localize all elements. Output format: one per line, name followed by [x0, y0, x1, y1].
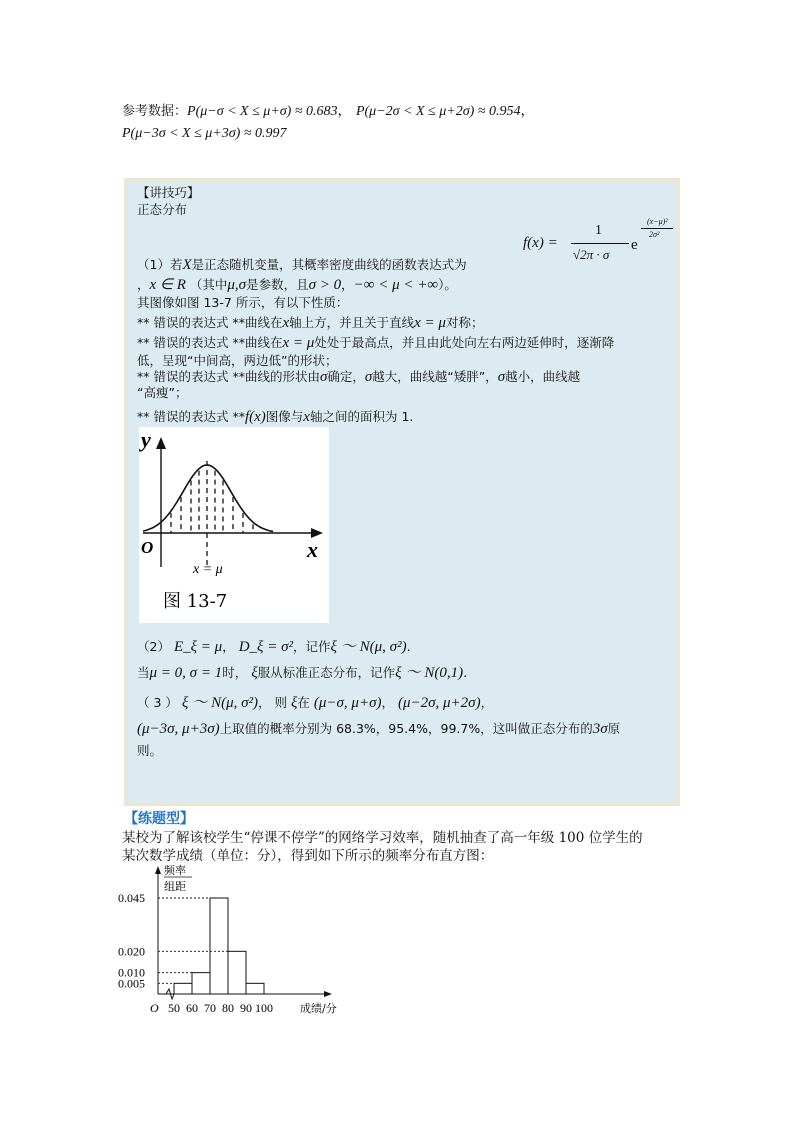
text: 上取值的概率分别为 68.3%，95.4%，99.7%，这叫做正态分布的: [219, 721, 593, 736]
xi: ξ: [251, 665, 258, 681]
x-tick-label: 50: [168, 1001, 180, 1015]
interval-two-sigma: (μ−2σ, μ+2σ): [397, 695, 481, 711]
probability-three-sigma: P(μ−3σ < X ≤ μ+3σ) ≈ 0.997: [122, 126, 287, 141]
density-formula: [523, 217, 683, 273]
var-x: X: [182, 257, 192, 273]
separator: ，: [337, 103, 352, 119]
formula-exponent-bar: [641, 228, 673, 229]
text: .: [463, 665, 468, 680]
y-tick-label: 0.005: [118, 976, 145, 991]
tips-heading: 【讲技巧】: [137, 185, 200, 200]
formula-e: e: [631, 237, 638, 253]
figure-caption: 图 13-7: [163, 591, 228, 612]
x-tick-label: 80: [222, 1001, 234, 1015]
separator: ，: [520, 103, 535, 119]
probability-one-sigma: P(μ−σ < X ≤ μ+σ) ≈ 0.683: [187, 104, 338, 119]
property-1: [137, 313, 483, 332]
formula-lhs: f(x) =: [523, 235, 558, 251]
reference-line-1: [122, 100, 534, 120]
condition: μ = 0, σ = 1: [149, 665, 223, 681]
three-sigma: 3σ: [592, 721, 608, 737]
text: ** 错误的表达式 **曲线在: [137, 335, 283, 350]
interval-three-sigma: (μ−3σ, μ+3σ): [137, 721, 220, 737]
text: ** 错误的表达式 **曲线在: [137, 315, 283, 330]
histogram-bar: [174, 983, 192, 994]
text: ，: [222, 639, 235, 654]
cond-sigma: σ > 0: [308, 277, 342, 293]
histogram-bar: [192, 973, 210, 994]
histogram-guides: [158, 898, 228, 983]
xi: ξ: [181, 695, 189, 711]
y-tick-label: 0.020: [118, 944, 145, 959]
text: 当: [137, 665, 150, 680]
reference-label: 参考数据：: [122, 104, 188, 119]
text: ，: [341, 277, 354, 292]
text: 图像与: [265, 409, 304, 424]
text: ** 错误的表达式 **曲线的形状由: [137, 369, 320, 384]
sigma: σ: [497, 369, 506, 385]
text: （2）: [137, 639, 170, 654]
text: （ 3 ）: [137, 695, 178, 710]
text: ， 则: [257, 695, 287, 710]
text: 时，: [222, 665, 248, 680]
bell-curve: [143, 465, 273, 531]
text: 轴上方，并且关于直线: [289, 315, 415, 330]
mean-line-label: x = μ: [193, 562, 223, 577]
text: ，: [480, 695, 494, 710]
histogram-y-arrow: [155, 866, 161, 874]
histogram-origin: O: [150, 1001, 159, 1015]
xi: ξ: [395, 665, 402, 681]
eq: x = μ: [282, 335, 315, 351]
frequency-histogram: [116, 862, 376, 1022]
histogram-xlabel: 成绩/分: [300, 1002, 337, 1015]
y-tick-label: 0.045: [118, 891, 145, 905]
fx: f(x): [244, 409, 266, 425]
property-three-sigma-c: 则。: [137, 743, 163, 758]
property-3b: “高瘦”；: [137, 385, 188, 400]
text: 确定，: [327, 369, 365, 384]
property-standard-normal: [137, 661, 467, 682]
tips-subheading: 正态分布: [137, 202, 188, 217]
y-tick-label: 0.010: [118, 965, 145, 980]
property-2: [137, 333, 614, 352]
x-tick-label: 60: [186, 1001, 198, 1015]
property-intro: [137, 255, 467, 274]
text: ，: [137, 277, 150, 292]
x-label: x: [307, 537, 318, 562]
x-tick-label: 100: [255, 1001, 273, 1015]
standard-normal-notation: ～ N(0,1): [405, 665, 464, 681]
interval-one-sigma: (μ−σ, μ+σ): [313, 695, 382, 711]
text: ，记作: [292, 639, 331, 654]
histogram-ylabel-top: 频率: [164, 864, 186, 877]
reference-line-2: [122, 125, 287, 142]
formula-fraction-bar: [571, 243, 629, 244]
dashed-lines: [161, 461, 253, 567]
text: .: [406, 639, 411, 654]
text: ** 错误的表达式 **: [137, 409, 245, 424]
text: ）。: [438, 277, 457, 292]
text: 是正态随机变量，其概率密度曲线的函数表达式为: [191, 257, 467, 272]
text: 对称；: [445, 315, 484, 330]
x-tick-label: 90: [240, 1001, 252, 1015]
formula-exponent-numerator: (x−μ)²: [647, 217, 668, 226]
property-three-sigma-b: [137, 719, 620, 738]
text: 处处于最高点，并且由此处向左右两边延伸时，逐渐降: [314, 335, 615, 350]
text: 轴之间的面积为 1.: [309, 409, 414, 424]
text: 服从标准正态分布，记作: [257, 665, 396, 680]
practice-heading: 【练题型】: [124, 811, 194, 827]
property-3: [137, 367, 580, 386]
normal-curve-figure: [139, 427, 329, 623]
histogram-x-arrow: [324, 991, 332, 997]
text: 越大，曲线越“矮胖”，: [372, 369, 498, 384]
histogram-bars: [174, 898, 264, 994]
cond-mu: −∞ < μ < +∞: [353, 277, 439, 293]
histogram-bar: [228, 951, 246, 994]
histogram-bar: [246, 983, 264, 994]
property-intro-2: [137, 275, 457, 294]
histogram-y-ticks: [118, 891, 145, 990]
var: x: [303, 409, 310, 425]
sigma: σ: [319, 369, 328, 385]
var: x: [282, 315, 290, 331]
normal-notation: ～ N(μ, σ²): [192, 695, 258, 711]
text: 越小，曲线越: [505, 369, 581, 384]
sigma: σ: [364, 369, 373, 385]
practice-line-2: 某次数学成绩（单位：分），得到如下所示的频率分布直方图：: [122, 848, 494, 864]
expectation: E_ξ = μ: [173, 639, 223, 655]
x-tick-label: 70: [204, 1001, 216, 1015]
property-three-sigma: [137, 691, 493, 712]
origin-label: O: [141, 538, 154, 557]
text: （1）若: [137, 257, 183, 272]
property-intro-3: 其图像如图 13-7 所示，有以下性质：: [137, 295, 349, 310]
histogram-x-ticks: [168, 1001, 273, 1015]
histogram-ylabel-bottom: 组距: [164, 880, 186, 893]
probability-two-sigma: P(μ−2σ < X ≤ μ+2σ) ≈ 0.954: [355, 104, 521, 119]
normal-notation: ～ N(μ, σ²): [340, 639, 407, 655]
eq: x = μ: [414, 315, 446, 331]
xi: ξ: [290, 695, 298, 711]
formula-exponent-denominator: 2σ²: [649, 230, 660, 239]
text: ，: [381, 695, 394, 710]
text: （其中: [189, 277, 228, 292]
property-2b: 低，呈现“中间高，两边低”的形状；: [137, 353, 338, 368]
histogram-bar: [210, 898, 228, 994]
text: 原: [607, 721, 621, 736]
property-4: [137, 407, 413, 426]
xi: ξ: [330, 639, 337, 655]
property-expectation: [137, 635, 411, 656]
y-axis-arrow: [156, 437, 166, 449]
practice-line-1: 某校为了解该校学生“停课不停学”的网络学习效率，随机抽查了高一年级 100 位学生的: [122, 830, 643, 846]
domain: x ∈ R: [149, 277, 186, 293]
params: μ,σ: [227, 277, 247, 293]
tips-box: [124, 178, 680, 806]
formula-denominator: √2π · σ: [573, 247, 610, 262]
text: 在: [297, 695, 310, 710]
text: 是参数，且: [246, 277, 309, 292]
y-label: y: [141, 427, 151, 452]
variance: D_ξ = σ²: [238, 639, 293, 655]
formula-numerator: 1: [595, 223, 602, 238]
